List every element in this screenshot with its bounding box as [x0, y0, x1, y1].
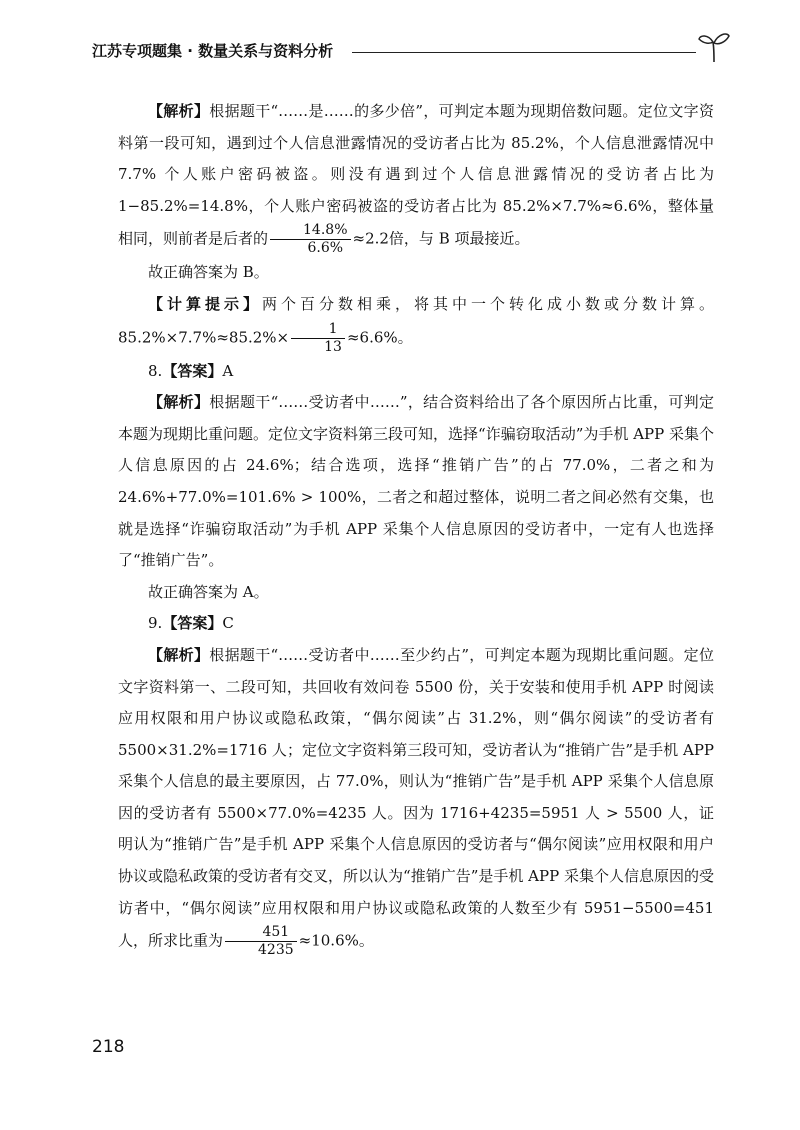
analysis-9: [118, 640, 714, 959]
page-number: 218: [92, 1037, 125, 1057]
question-number-8: 8.: [148, 361, 163, 380]
analysis-7-text-2: ≈2.2倍，与 B 项最接近。: [352, 229, 530, 248]
analysis-9-text-2: ≈10.6%。: [298, 931, 374, 950]
header-title: 江苏专项题集 · 数量关系与资料分析: [92, 42, 334, 60]
fraction-9-numerator: 451: [225, 924, 297, 942]
answer-letter-8: A: [222, 361, 234, 380]
fraction-tip: [291, 321, 345, 356]
fraction-7-denominator: 6.6%: [307, 240, 344, 257]
analysis-8-text: 根据题干“……受访者中……”，结合资料给出了各个原因所占比重，可判定本题为现期比重问题。定位文字资料第三段可知，选择“诈骗窃取活动”为手机 APP 采集个人信息原因的占 24.6%；结合选项，选择“推销广告”的占 77.0%，二者之和为 24.6%+77.0%=101.6% > 100%，二者之和超过整体，说明二者之间必然有交集，也就是选择“诈骗窃取活动”为手机 APP 采集个人信息原因的受访者中，一定有人也选择了“推销广告”。: [118, 393, 714, 570]
answer-letter-9: C: [222, 614, 234, 633]
fraction-tip-numerator: 1: [291, 321, 345, 339]
question-number-9: 9.: [148, 614, 163, 633]
fraction-tip-denominator: 13: [324, 338, 342, 355]
answer-conclusion-8: 故正确答案为 A。: [148, 582, 269, 601]
calc-tip: [118, 289, 714, 356]
calc-tip-text-2: ≈6.6%。: [346, 328, 413, 347]
running-header: [92, 28, 732, 68]
answer-label: 【答案】: [162, 361, 223, 380]
fraction-9: [225, 924, 297, 959]
analysis-label: 【解析】: [148, 645, 210, 664]
fraction-7: [270, 222, 350, 257]
fraction-9-denominator: 4235: [258, 942, 294, 959]
page-content: [118, 96, 714, 959]
sprout-icon: [696, 28, 732, 64]
fraction-7-numerator: 14.8%: [270, 222, 350, 240]
analysis-7-text-1: 根据题干“……是……的多少倍”，可判定本题为现期倍数问题。定位文字资料第一段可知，遇到过个人信息泄露情况的受访者占比为 85.2%，个人信息泄露情况中 7.7% 个人账户密码被盗。则没有遇到过个人信息泄露情况的受访者占比为 1−85.2%=14.8%，个人账户密码被盗的受访者占比为 85.2%×7.7%≈6.6%，整体量相同，则前者是后者的: [118, 102, 714, 248]
analysis-9-text-1: 根据题干“……受访者中……至少约占”，可判定本题为现期比重问题。定位文字资料第一、二段可知，共回收有效问卷 5500 份，关于安装和使用手机 APP 时阅读应用权限和用户协议或隐私政策，“偶尔阅读”占 31.2%，则“偶尔阅读”的受访者有 5500×31.2%=1716 人；定位文字资料第三段可知，受访者认为“推销广告”是手机 APP 采集个人信息的最主要原因，占 77.0%，则认为“推销广告”是手机 APP 采集个人信息原因的受访者有 5500×77.0%=4235 人。因为 1716+4235=5951 人 > 5500 人，证明认为“推销广告”是手机 APP 采集个人信息原因的受访者与“偶尔阅读”应用权限和用户协议或隐私政策的受访者有交叉，所以认为“推销广告”是手机 APP 采集个人信息原因的受访者中，“偶尔阅读”应用权限和用户协议或隐私政策的人数至少有 5951−5500=451 人，所求比重为: [118, 645, 714, 950]
calc-tip-label: 【计算提示】: [148, 294, 262, 313]
answer-heading-8: [118, 356, 714, 388]
header-rule: [352, 52, 696, 53]
answer-heading-9: [118, 608, 714, 640]
calc-tip-text-1: 两个百分数相乘，将其中一个转化成小数或分数计算。85.2%×7.7%≈85.2%×: [118, 294, 714, 347]
analysis-label: 【解析】: [148, 102, 210, 120]
analysis-7: [118, 96, 714, 257]
answer-conclusion-7: 故正确答案为 B。: [148, 263, 269, 282]
analysis-label: 【解析】: [148, 393, 210, 412]
answer-label: 【答案】: [162, 614, 223, 633]
analysis-8: [118, 387, 714, 577]
